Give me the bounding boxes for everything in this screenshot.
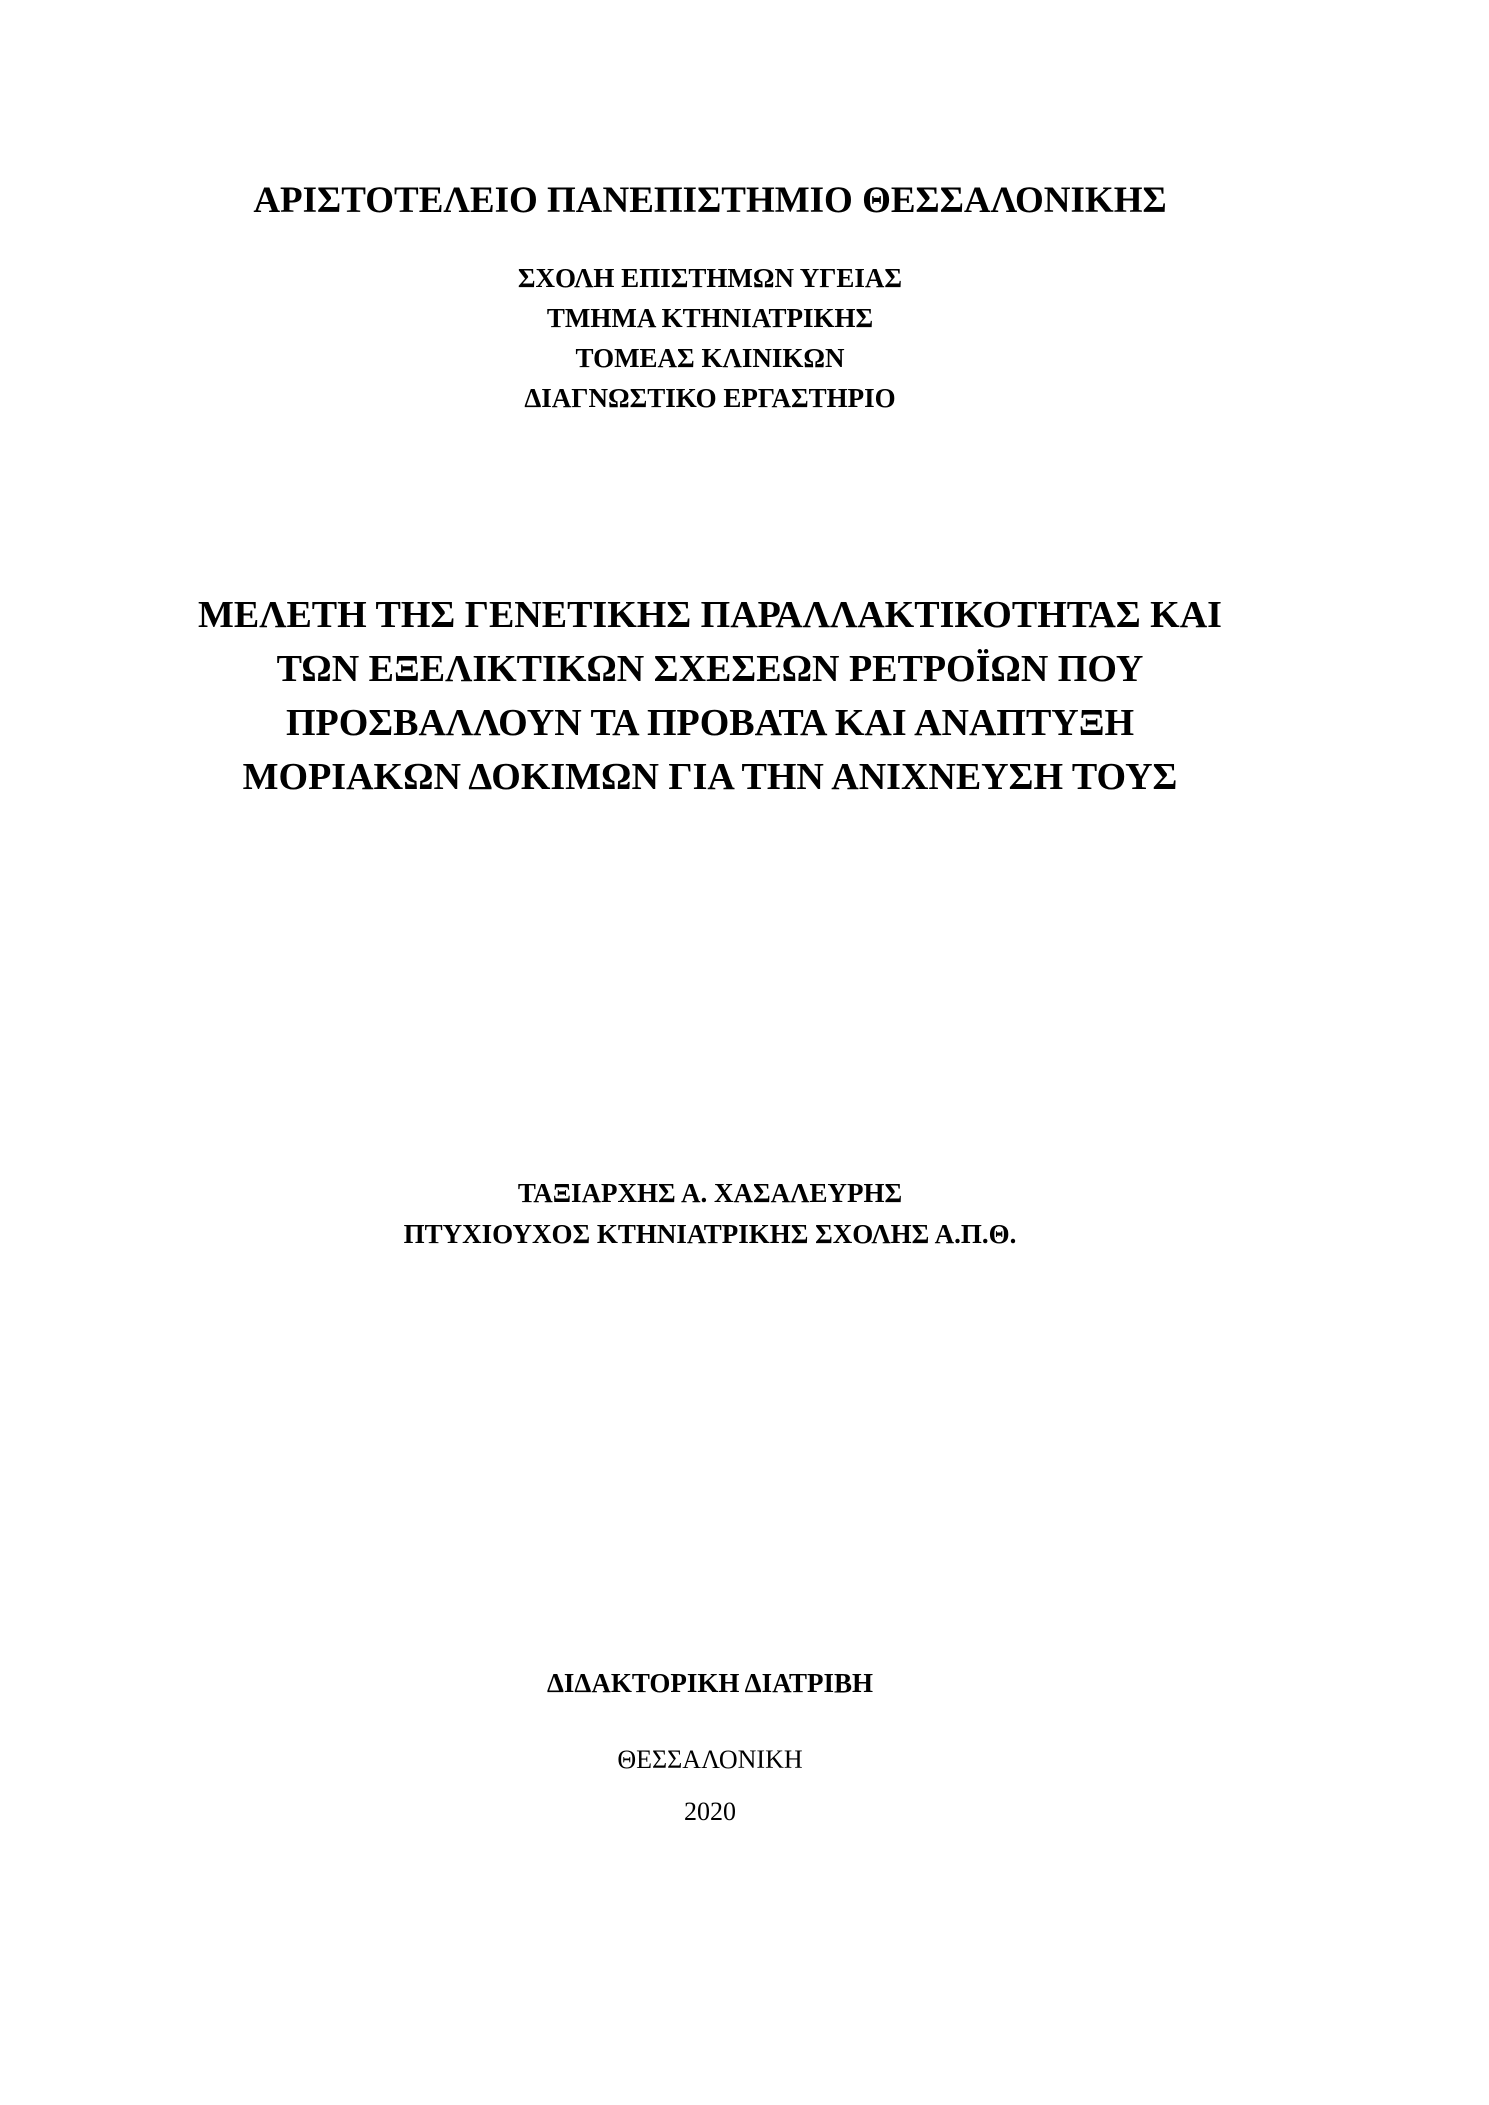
thesis-title-line-2: ΤΩΝ ΕΞΕΛΙΚΤΙΚΩΝ ΣΧΕΣΕΩΝ ΡΕΤΡΟΪΩΝ ΠΟΥ xyxy=(276,648,1144,690)
author-name: ΤΑΞΙΑΡΧΗΣ Α. ΧΑΣΑΛΕΥΡΗΣ xyxy=(517,1178,903,1208)
document-type: ΔΙΔΑΚΤΟΡΙΚΗ ΔΙΑΤΡΙΒΗ xyxy=(547,1668,873,1698)
thesis-title-line-3: ΠΡΟΣΒΑΛΛΟΥΝ ΤΑ ΠΡΟΒΑΤΑ ΚΑΙ ΑΝΑΠΤΥΞΗ xyxy=(285,702,1135,744)
department-name: ΤΜΗΜΑ ΚΤΗΝΙΑΤΡΙΚΗΣ xyxy=(546,303,874,333)
laboratory-name: ΔΙΑΓΝΩΣΤΙΚΟ ΕΡΓΑΣΤΗΡΙΟ xyxy=(524,383,896,413)
thesis-title-line-1: ΜΕΛΕΤΗ ΤΗΣ ΓΕΝΕΤΙΚΗΣ ΠΑΡΑΛΛΑΚΤΙΚΟΤΗΤΑΣ ΚΑΙ xyxy=(198,594,1222,636)
sector-name: ΤΟΜΕΑΣ ΚΛΙΝΙΚΩΝ xyxy=(575,343,845,373)
city: ΘΕΣΣΑΛΟΝΙΚΗ xyxy=(617,1745,803,1774)
school-name: ΣΧΟΛΗ ΕΠΙΣΤΗΜΩΝ ΥΓΕΙΑΣ xyxy=(517,263,903,293)
year: 2020 xyxy=(684,1797,736,1826)
university-name: ΑΡΙΣΤΟΤΕΛΕΙΟ ΠΑΝΕΠΙΣΤΗΜΙΟ ΘΕΣΣΑΛΟΝΙΚΗΣ xyxy=(253,180,1167,221)
author-credential: ΠΤΥΧΙΟΥΧΟΣ ΚΤΗΝΙΑΤΡΙΚΗΣ ΣΧΟΛΗΣ Α.Π.Θ. xyxy=(403,1219,1017,1249)
thesis-title-line-4: ΜΟΡΙΑΚΩΝ ΔΟΚΙΜΩΝ ΓΙΑ ΤΗΝ ΑΝΙΧΝΕΥΣΗ ΤΟΥΣ xyxy=(242,756,1178,798)
